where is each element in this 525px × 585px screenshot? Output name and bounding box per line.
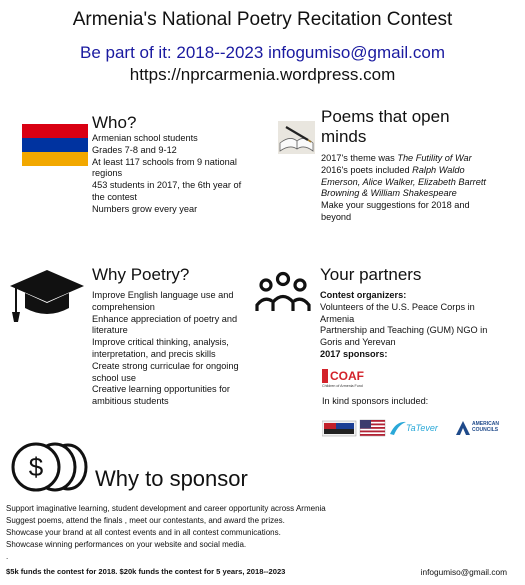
organizer-item: Partnership and Teaching (GUM) NGO in Goris and Yerevan xyxy=(320,325,488,348)
theme-prefix: 2017's theme was xyxy=(321,153,398,163)
poems-poets xyxy=(321,165,496,200)
inkind-logo-row xyxy=(322,417,504,439)
us-flag-icon xyxy=(360,420,385,436)
who-list xyxy=(92,133,252,216)
why-poetry-line: Improve English language use and comprehension xyxy=(92,290,234,312)
organizers-label: Contest organizers: xyxy=(320,290,407,300)
tatever-logo-mark xyxy=(390,422,406,435)
footer-email: infogumiso@gmail.com xyxy=(420,567,507,577)
organizer-item: Volunteers of the U.S. Peace Corps in Armenia xyxy=(320,301,475,324)
svg-text:$: $ xyxy=(28,452,44,482)
why-poetry-list xyxy=(92,290,257,408)
funding-line: $5k funds the contest for 2018. $20k funds the contest for 5 years, 2018--2023 xyxy=(6,567,286,576)
poets-prefix: 2016's poets included xyxy=(321,164,413,175)
poems-text xyxy=(321,153,496,224)
poems-heading: Poems that open minds xyxy=(321,107,450,146)
coaf-logo-text: COAF xyxy=(330,369,364,383)
people-group-icon xyxy=(254,271,312,315)
coins-dollar-icon xyxy=(10,441,90,493)
who-line: Grades 7-8 and 9-12 xyxy=(92,144,177,155)
website-url: https://nprcarmenia.wordpress.com xyxy=(129,65,396,84)
armenian-flag-icon xyxy=(22,124,88,166)
theme-title: The Futility of War xyxy=(397,153,472,163)
sponsor-line: Showcase your brand at all contest events and in all contest communications. xyxy=(6,528,281,537)
inkind-label: In kind sponsors included: xyxy=(322,396,429,406)
why-poetry-heading: Why Poetry? xyxy=(92,265,190,284)
poems-suggestion: Make your suggestions for 2018 and beyond xyxy=(321,200,470,222)
who-line: At least 117 schools from 9 national regions xyxy=(92,156,237,179)
why-poetry-line: Creative learning opportunities for ambitious students xyxy=(92,384,230,407)
sponsor-dot: . xyxy=(6,552,9,561)
american-councils-logo-text: AMERICAN COUNCILS xyxy=(472,421,499,433)
sponsor-line: Suggest poems, attend the finals , meet our contestants, and award the prizes. xyxy=(6,516,285,525)
sponsors-label: 2017 sponsors: xyxy=(320,348,388,359)
tagline: Be part of it: 2018--2023 infogumiso@gmail.com xyxy=(80,43,445,62)
who-section xyxy=(92,113,252,216)
tatever-logo-text: TaTever xyxy=(406,423,438,433)
why-poetry-line: Improve critical thinking, analysis, interpretation, and precis skills xyxy=(92,337,229,359)
partners-heading: Your partners xyxy=(320,265,422,284)
who-line: Armenian school students xyxy=(92,133,198,143)
partners-section xyxy=(320,265,505,361)
sponsor-line: Showcase winning performances on your website and social media. xyxy=(6,540,247,549)
sponsor-logo-1 xyxy=(322,421,356,436)
sponsor-line: Support imaginative learning, student development and career opportunity across Armenia xyxy=(6,504,326,513)
coaf-logo xyxy=(322,368,368,390)
poems-section xyxy=(321,107,496,224)
who-line: Numbers grow every year xyxy=(92,203,198,214)
poets-names: Ralph Waldo Emerson, Alice Walker, Elizabeth Barrett Browning & William Shakespeare xyxy=(321,164,486,199)
why-poetry-line: Create strong curriculae for ongoing school use xyxy=(92,360,239,383)
why-sponsor-heading: Why to sponsor xyxy=(95,466,248,491)
partners-text xyxy=(320,290,505,361)
who-heading: Who? xyxy=(92,113,137,132)
poster-header xyxy=(0,8,525,85)
poster-title: Armenia's National Poetry Recitation Contest xyxy=(72,9,453,30)
who-line: 453 students in 2017, the 6th year of the contest xyxy=(92,180,242,202)
book-pen-icon xyxy=(278,121,315,154)
american-councils-logo-mark xyxy=(456,421,470,435)
poems-theme xyxy=(321,153,496,165)
graduation-cap-icon xyxy=(8,266,86,326)
why-poetry-section xyxy=(92,265,257,408)
coaf-subtitle: Children of Armenia Fund xyxy=(322,384,363,388)
why-poetry-line: Enhance appreciation of poetry and literature xyxy=(92,313,238,336)
